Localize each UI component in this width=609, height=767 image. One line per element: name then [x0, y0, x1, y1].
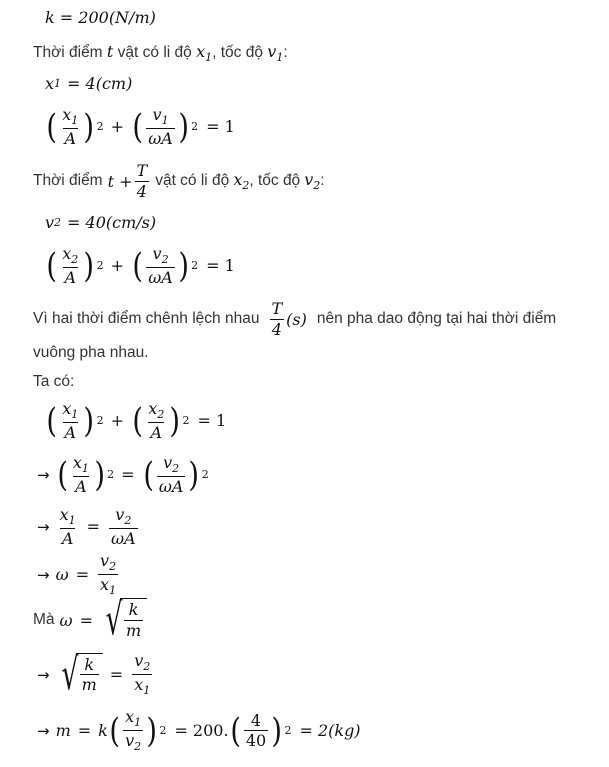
right-arrow-icon: →: [37, 517, 50, 536]
exponent: 2: [107, 468, 115, 482]
fraction-x1-over-v2: [123, 708, 143, 753]
right-paren: ): [146, 710, 158, 751]
numerator: $v_2$: [115, 505, 132, 527]
subscript: 2: [313, 179, 321, 193]
equals-sign: =: [121, 465, 135, 485]
var-v2: [304, 170, 320, 192]
var-a: A: [124, 529, 136, 549]
exponent: 2: [96, 414, 104, 428]
numerator: 4: [250, 710, 262, 730]
fraction-v2-over-x1: [98, 552, 118, 597]
denominator: [157, 476, 186, 496]
colon: :: [320, 172, 325, 190]
right-paren: ): [178, 106, 189, 147]
fraction-x1-over-a: [60, 106, 80, 148]
var-x2: [233, 170, 249, 192]
fraction-v2-over-omega-a: [109, 506, 138, 548]
omega-definition: [33, 594, 147, 645]
var-t: t: [106, 42, 114, 61]
left-paren: (: [46, 400, 57, 441]
ratio-equality: [37, 506, 140, 548]
sqrt-k-over-m: [100, 594, 147, 645]
subscript: 1: [276, 51, 284, 64]
numerator: $x_2$: [148, 399, 165, 421]
omega-symbol: ω: [148, 129, 162, 149]
right-paren: ): [271, 710, 283, 751]
subscript: 2: [54, 216, 62, 229]
denominator: $x_1$: [134, 675, 151, 698]
radical-sign: √: [105, 594, 123, 645]
subscript: 1: [205, 51, 213, 64]
denominator: 40: [245, 731, 267, 751]
radical-sign: √: [61, 648, 79, 700]
fraction-x1-over-a: [58, 506, 78, 548]
omega-symbol: ω: [59, 610, 73, 630]
radicand: [76, 653, 103, 697]
sqrt-equation: [37, 648, 154, 700]
var-x: x: [196, 42, 206, 61]
phase-paragraph-line2: vuông pha nhau.: [33, 344, 149, 361]
var-x1: [196, 42, 213, 64]
right-paren: ): [178, 245, 189, 286]
time-t-statement: [33, 42, 288, 64]
fraction-x2-over-a: [60, 245, 80, 287]
plus-sign: +: [110, 256, 124, 276]
text-thoi-diem: Thời điểm: [33, 172, 103, 190]
text-toc-do: , tốc độ: [212, 44, 263, 61]
equals-sign: =: [109, 665, 124, 685]
denominator: [109, 528, 138, 548]
var-v: v: [45, 213, 55, 232]
denominator: A: [64, 268, 77, 288]
numerator: $x_1$: [62, 399, 79, 421]
right-paren: ): [83, 400, 95, 441]
time-t-plus-quarter-statement: [33, 162, 325, 200]
right-paren: ): [83, 245, 95, 286]
omega-symbol: ω: [148, 268, 162, 288]
numerator: $x_1$: [125, 707, 142, 729]
squared-ratio-equality: [37, 454, 209, 496]
k-equation-text: k = 200(N/m): [45, 8, 156, 27]
numerator: $x_1$: [62, 105, 79, 127]
fraction-k-over-m: [124, 601, 143, 642]
var-m: m: [55, 721, 71, 741]
right-paren: ): [169, 400, 181, 441]
text-ma: Mà: [33, 611, 55, 628]
position-sum-equation: [45, 400, 226, 442]
denominator: A: [61, 529, 74, 549]
x1-equation: [45, 74, 132, 93]
equals-sign: =: [79, 610, 93, 630]
fraction-v1-over-omega-a: [146, 106, 175, 148]
fraction-t-over-4: [269, 300, 284, 338]
fraction-x1-over-a: [60, 400, 80, 442]
unit-seconds: (s): [286, 309, 307, 329]
exponent: 2: [191, 120, 199, 134]
text-pha-dao-dong: nên pha dao động tại hai thời điểm: [316, 310, 557, 328]
colon: :: [283, 44, 288, 61]
equals-one: = 1: [206, 256, 235, 276]
denominator: A: [64, 423, 77, 443]
numerator: $x_1$: [59, 505, 76, 527]
var-v: v: [267, 42, 277, 61]
equals-sign: =: [75, 565, 90, 585]
numerator: k: [84, 654, 95, 674]
exponent: 2: [96, 259, 104, 273]
x1-value: = 4(cm): [67, 74, 133, 93]
numerator: $v_2$: [152, 244, 169, 266]
var-a: A: [161, 268, 173, 288]
left-paren: (: [109, 710, 120, 751]
exponent: 2: [96, 120, 104, 134]
subscript: 1: [54, 77, 62, 90]
denominator: m: [126, 620, 142, 640]
right-paren: ): [83, 106, 95, 147]
right-arrow-icon: →: [37, 465, 50, 484]
omega-symbol: ω: [55, 565, 69, 585]
mass-result: = 2(kg): [299, 721, 361, 741]
energy-equation-2: [45, 245, 235, 287]
numerator: T: [136, 161, 148, 180]
mass-equation: [37, 708, 361, 753]
right-arrow-icon: →: [37, 721, 50, 740]
denominator: A: [64, 129, 77, 149]
var-t-plus: t +: [107, 171, 133, 191]
equals-one: = 1: [197, 411, 227, 431]
text-vat-co-li-do: vật có li độ: [117, 44, 192, 61]
denominator: A: [150, 423, 163, 443]
denominator: 4: [136, 181, 147, 201]
denominator: 4: [271, 319, 282, 339]
plus-sign: +: [110, 117, 124, 137]
numerator: $v_2$: [100, 551, 117, 573]
numerator: $v_1$: [152, 105, 169, 127]
right-arrow-icon: →: [37, 665, 50, 684]
var-x: x: [233, 170, 243, 190]
fraction-4-over-40: [244, 712, 268, 750]
numerator: $v_2$: [134, 651, 151, 673]
omega-equation: [37, 552, 120, 597]
phase-paragraph-line1: [33, 300, 593, 338]
denominator: m: [81, 675, 97, 695]
left-paren: (: [132, 106, 143, 147]
var-x: x: [45, 74, 55, 93]
left-paren: (: [56, 454, 68, 495]
v2-equation: [45, 213, 156, 232]
left-paren: (: [46, 245, 57, 286]
var-a: A: [171, 477, 184, 497]
equals-one: = 1: [206, 117, 235, 137]
numerator: k: [128, 600, 139, 619]
var-v1: [267, 42, 284, 64]
numerator: T: [271, 299, 283, 318]
var-v: v: [304, 170, 314, 190]
text-vat-co-li-do: vật có li độ: [155, 172, 230, 190]
left-paren: (: [142, 454, 154, 495]
sqrt-k-over-m: [56, 648, 103, 700]
denominator: $x_1$: [100, 575, 117, 598]
numerator: $x_2$: [62, 244, 79, 266]
value-200: = 200.: [174, 721, 229, 741]
numerator: $v_2$: [163, 453, 180, 475]
v2-value: = 40(cm/s): [67, 213, 157, 232]
omega-symbol: ω: [158, 477, 172, 497]
exponent: 2: [191, 259, 199, 273]
numerator: $x_1$: [72, 453, 89, 475]
denominator: $v_2$: [125, 731, 142, 754]
exponent: 2: [284, 724, 292, 738]
ta-co-label: Ta có:: [33, 373, 75, 390]
fraction-t-over-4: [135, 162, 150, 200]
left-paren: (: [46, 106, 57, 147]
right-paren: ): [94, 454, 105, 495]
text-toc-do: , tốc độ: [249, 172, 301, 190]
plus-sign: +: [110, 411, 124, 431]
exponent: 2: [201, 468, 209, 482]
exponent: 2: [159, 724, 167, 738]
radicand: [120, 598, 147, 642]
equals-sign: =: [77, 721, 92, 741]
fraction-v2-over-omega-a: [146, 245, 175, 287]
exponent: 2: [182, 414, 190, 428]
denominator: [146, 267, 175, 287]
denominator: A: [75, 477, 87, 497]
fraction-x1-over-a: [71, 454, 91, 496]
energy-equation-1: [45, 106, 235, 148]
subscript: 2: [242, 179, 250, 193]
spring-constant-equation: [45, 8, 156, 27]
fraction-v2-over-omega-a: [157, 454, 186, 496]
fraction-x2-over-a: [146, 400, 166, 442]
left-paren: (: [229, 710, 241, 751]
left-paren: (: [132, 400, 143, 441]
equals-sign: =: [86, 517, 101, 537]
text-chenh-lech: Vì hai thời điểm chênh lệch nhau: [33, 310, 260, 328]
left-paren: (: [132, 245, 143, 286]
right-arrow-icon: →: [37, 565, 50, 584]
right-paren: ): [188, 454, 200, 495]
omega-symbol: ω: [111, 529, 125, 549]
text-thoi-diem: Thời điểm: [33, 44, 103, 61]
fraction-k-over-m: [80, 656, 99, 697]
var-a: A: [161, 129, 173, 149]
var-k: k: [98, 721, 108, 741]
fraction-v2-over-x1: [132, 652, 152, 697]
denominator: [146, 128, 175, 148]
